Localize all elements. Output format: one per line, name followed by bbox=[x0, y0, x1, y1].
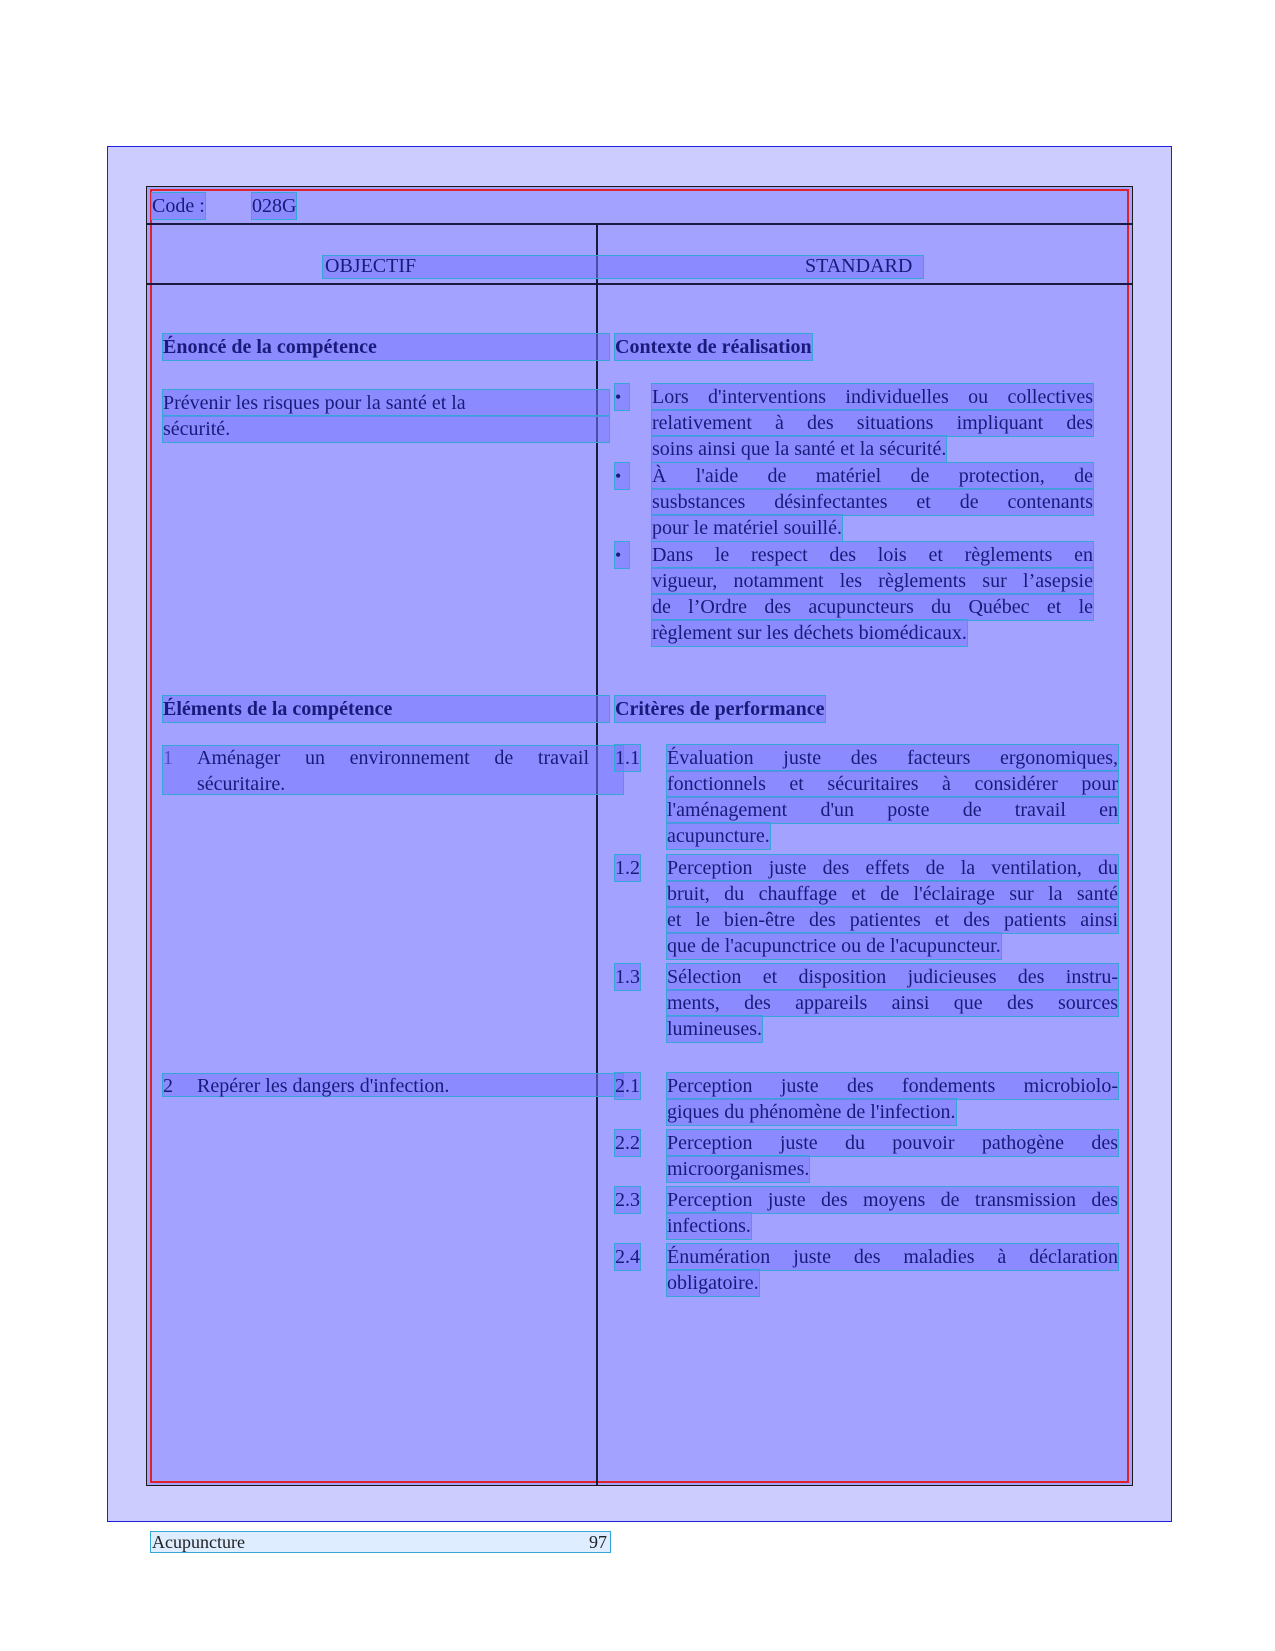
criterion-line: Perception juste du pouvoir pathogène des bbox=[667, 1132, 1118, 1154]
enonce-text-line: Prévenir les risques pour la santé et la bbox=[163, 390, 609, 416]
element-line: Aménager un environnement de travail bbox=[197, 747, 589, 769]
criterion-line: bruit, du chauffage et de l'éclairage sur la santé bbox=[667, 883, 1118, 905]
criterion-number: 2.4 bbox=[615, 1246, 640, 1268]
bullet-marker: • bbox=[615, 384, 629, 410]
contexte-line: vigueur, notamment les règlements sur l’asepsie bbox=[652, 570, 1093, 592]
criterion-number: 2.3 bbox=[615, 1189, 640, 1211]
page-number: 97 bbox=[589, 1532, 607, 1552]
contexte-line: règlement sur les déchets biomédicaux. bbox=[652, 622, 967, 644]
criterion-number: 1.3 bbox=[615, 966, 640, 988]
contexte-line: Dans le respect des lois et règlements en bbox=[652, 544, 1093, 566]
column-header-standard: STANDARD bbox=[805, 255, 913, 277]
criterion-line: Évaluation juste des facteurs ergonomiques, bbox=[667, 747, 1118, 769]
criterion-line: Énumération juste des maladies à déclaration bbox=[667, 1246, 1118, 1268]
bullet-marker: • bbox=[615, 542, 629, 568]
column-header-objectif: OBJECTIF bbox=[325, 255, 417, 277]
contexte-line: À l'aide de matériel de protection, de bbox=[652, 465, 1093, 487]
criterion-line: Perception juste des fondements microbiolo- bbox=[667, 1075, 1118, 1097]
enonce-title: Énoncé de la compétence bbox=[163, 334, 609, 360]
elements-title: Éléments de la compétence bbox=[163, 696, 609, 722]
code-label: Code : bbox=[152, 195, 205, 217]
criterion-number: 2.1 bbox=[615, 1075, 640, 1097]
criterion-line: Sélection et disposition judicieuses des instru- bbox=[667, 966, 1118, 988]
header-divider bbox=[147, 223, 1132, 225]
footer-title: Acupuncture bbox=[152, 1532, 245, 1552]
criterion-line: et le bien-être des patientes et des patients ainsi bbox=[667, 909, 1118, 931]
criteres-title: Critères de performance bbox=[615, 698, 825, 720]
criterion-line: obligatoire. bbox=[667, 1272, 759, 1294]
competence-table bbox=[146, 186, 1133, 1486]
criterion-line: fonctionnels et sécuritaires à considérer pour bbox=[667, 773, 1118, 795]
contexte-line: pour le matériel souillé. bbox=[652, 517, 842, 539]
element-line: Repérer les dangers d'infection. bbox=[197, 1075, 450, 1097]
criterion-line: Perception juste des moyens de transmission des bbox=[667, 1189, 1118, 1211]
contexte-title: Contexte de réalisation bbox=[615, 336, 812, 358]
criterion-line: acupuncture. bbox=[667, 825, 770, 847]
criterion-line: infections. bbox=[667, 1215, 751, 1237]
criterion-number: 1.2 bbox=[615, 857, 640, 879]
criterion-line: giques du phénomène de l'infection. bbox=[667, 1101, 956, 1123]
contexte-line: Lors d'interventions individuelles ou collectives bbox=[652, 386, 1093, 408]
criterion-line: lumineuses. bbox=[667, 1018, 762, 1040]
criterion-number: 2.2 bbox=[615, 1132, 640, 1154]
bullet-marker: • bbox=[615, 463, 629, 489]
criterion-line: microorganismes. bbox=[667, 1158, 810, 1180]
contexte-line: soins ainsi que la santé et la sécurité. bbox=[652, 438, 947, 460]
criterion-line: ments, des appareils ainsi que des sources bbox=[667, 992, 1118, 1014]
element-line: sécuritaire. bbox=[197, 773, 286, 795]
element-number: 2 bbox=[163, 1075, 173, 1097]
criterion-line: l'aménagement d'un poste de travail en bbox=[667, 799, 1118, 821]
criterion-line: Perception juste des effets de la ventilation, du bbox=[667, 857, 1118, 879]
code-value: 028G bbox=[252, 195, 297, 217]
contexte-line: relativement à des situations impliquant des bbox=[652, 412, 1093, 434]
criterion-number: 1.1 bbox=[615, 747, 640, 769]
enonce-text-line: sécurité. bbox=[163, 416, 609, 442]
criterion-line: que de l'acupunctrice ou de l'acupuncteur. bbox=[667, 935, 1001, 957]
column-header-divider bbox=[147, 283, 1132, 285]
contexte-line: susbstances désinfectantes et de contenants bbox=[652, 491, 1093, 513]
contexte-line: de l’Ordre des acupuncteurs du Québec et le bbox=[652, 596, 1093, 618]
